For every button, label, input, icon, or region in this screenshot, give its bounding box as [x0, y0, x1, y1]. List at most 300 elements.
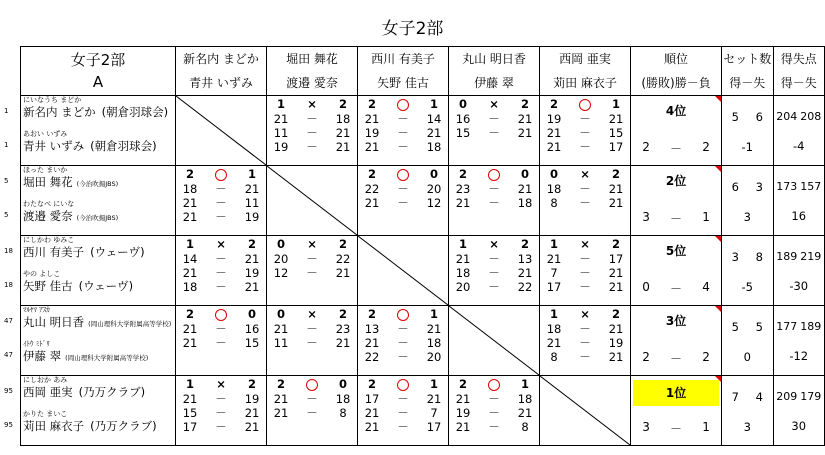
- dash: －: [215, 420, 227, 434]
- rank-label: 1位: [633, 380, 719, 406]
- game-points-for: 21: [273, 322, 289, 336]
- game-score: [358, 182, 448, 196]
- sets-won: 1: [186, 377, 195, 391]
- game-points-against: 16: [244, 322, 260, 336]
- player-furigana: かりた まいこ: [23, 410, 68, 418]
- comment-marker-icon: [715, 166, 721, 172]
- sets-cell: [722, 376, 773, 446]
- game-points-against: 19: [244, 266, 260, 280]
- match-result: [358, 96, 448, 112]
- sets-against: 8: [755, 250, 763, 264]
- sets-won: 2: [459, 167, 468, 181]
- game-score: [176, 280, 266, 294]
- game-points-for: 21: [273, 112, 289, 126]
- win-circle-icon: [204, 306, 238, 322]
- dash: －: [397, 336, 409, 350]
- game-score: [449, 392, 539, 406]
- game-score: [176, 392, 266, 406]
- dash: －: [488, 392, 500, 406]
- player-name: 青井 いずみ: [23, 139, 85, 153]
- loss-cross-icon: ×: [580, 237, 590, 251]
- diagonal-line: [358, 236, 448, 305]
- header-points-sub: 得－失: [780, 76, 817, 90]
- match-cell: [540, 166, 631, 236]
- sets-won: 0: [277, 307, 286, 321]
- self-match-cell: [358, 236, 449, 306]
- sets-totals: [722, 250, 772, 264]
- match-result: [358, 306, 448, 322]
- match-result: [267, 236, 357, 252]
- rank-label: 2位: [665, 174, 687, 188]
- game-points-against: 13: [517, 252, 533, 266]
- game-score: [358, 196, 448, 210]
- sets-won: 2: [368, 167, 377, 181]
- game-points-against: 22: [335, 252, 351, 266]
- sets-for: 7: [731, 390, 739, 404]
- dash: －: [215, 252, 227, 266]
- player-furigana: わたなべ にいな: [23, 200, 75, 208]
- dash: －: [579, 350, 591, 364]
- self-match-cell: [176, 96, 267, 166]
- game-score: [358, 420, 448, 434]
- win-circle-icon: [386, 166, 420, 182]
- corner-cell: [21, 47, 176, 96]
- game-score: [449, 280, 539, 294]
- win-loss: [631, 280, 721, 297]
- game-score: [267, 266, 357, 280]
- dash: －: [215, 406, 227, 420]
- dash: －: [397, 126, 409, 140]
- match-result: [176, 376, 266, 392]
- match-cell: [176, 166, 267, 236]
- points-for: 209: [776, 390, 798, 403]
- loss-cross-icon: ×: [489, 237, 499, 251]
- dash: －: [306, 266, 318, 280]
- player-club: (今治吹揚JBS): [76, 180, 119, 188]
- losses: 1: [702, 210, 710, 224]
- game-points-for: 21: [364, 112, 380, 126]
- points-against: 219: [800, 250, 822, 263]
- points-diff: 30: [791, 419, 807, 433]
- game-points-for: 7: [550, 266, 558, 280]
- dash: －: [488, 196, 500, 210]
- game-points-against: 21: [608, 196, 624, 210]
- sets-won: 2: [277, 377, 286, 391]
- game-score: [267, 322, 357, 336]
- player-club: (ウェーヴ): [78, 279, 134, 293]
- points-cell: [773, 376, 825, 446]
- game-score: [449, 420, 539, 434]
- header-player-1: 西川 有美子: [371, 52, 435, 66]
- player-name: 苅田 麻衣子: [23, 419, 85, 433]
- rank-label: 4位: [665, 104, 687, 118]
- game-points-against: 21: [517, 266, 533, 280]
- points-diff: -30: [789, 279, 809, 293]
- player-furigana: ｲﾄｳ ﾐﾄﾞﾘ: [23, 340, 50, 348]
- player-name: 伊藤 翠: [23, 349, 62, 363]
- seed-number: 47: [4, 351, 13, 359]
- player-name: 矢野 佳古: [23, 279, 73, 293]
- game-points-against: 22: [517, 280, 533, 294]
- game-points-against: 14: [426, 112, 442, 126]
- pair-cell: [21, 236, 176, 306]
- sets-diff: 3: [743, 210, 751, 224]
- game-score: [540, 350, 630, 364]
- dash: －: [397, 406, 409, 420]
- game-points-for: 20: [273, 252, 289, 266]
- header-player-1: 西岡 亜実: [559, 52, 611, 66]
- game-score: [358, 406, 448, 420]
- game-points-for: 21: [455, 252, 471, 266]
- player-name: 堀田 舞花: [23, 175, 73, 189]
- game-points-for: 21: [546, 252, 562, 266]
- points-cell: [773, 96, 825, 166]
- match-result: [267, 96, 357, 112]
- match-cell: [267, 236, 358, 306]
- self-match-cell: [449, 306, 540, 376]
- player-row: [21, 96, 825, 166]
- game-points-for: 21: [546, 126, 562, 140]
- sets-won: 1: [186, 237, 195, 251]
- game-points-for: 16: [455, 112, 471, 126]
- sets-cell: [722, 96, 773, 166]
- header-player-1: 新名内 まどか: [183, 52, 259, 66]
- player-row: [21, 306, 825, 376]
- game-points-for: 21: [182, 266, 198, 280]
- game-score: [176, 322, 266, 336]
- points-totals: [774, 390, 825, 403]
- game-score: [176, 266, 266, 280]
- dash: －: [488, 112, 500, 126]
- points-totals: [774, 250, 825, 263]
- dash: －: [579, 336, 591, 350]
- dash: －: [215, 196, 227, 210]
- header-pair: [267, 47, 358, 96]
- game-points-for: 21: [182, 196, 198, 210]
- header-pair: [540, 47, 631, 96]
- diagonal-line: [540, 376, 630, 445]
- match-cell: [358, 306, 449, 376]
- game-points-against: 21: [426, 322, 442, 336]
- game-score: [540, 196, 630, 210]
- match-cell: [176, 236, 267, 306]
- header-player-2: 伊藤 翠: [474, 76, 514, 90]
- game-score: [540, 266, 630, 280]
- game-points-for: 8: [550, 350, 558, 364]
- win-circle-icon: [477, 376, 511, 392]
- sets-won: 1: [277, 97, 286, 111]
- sets-lost: 2: [521, 237, 530, 251]
- dash: －: [670, 352, 683, 366]
- rank-cell: [631, 236, 722, 306]
- league-table: [20, 46, 825, 446]
- player-club: (朝倉羽球会): [101, 105, 169, 119]
- dash: －: [670, 422, 683, 436]
- match-cell: [358, 96, 449, 166]
- game-points-for: 21: [182, 336, 198, 350]
- dash: －: [579, 112, 591, 126]
- match-cell: [267, 306, 358, 376]
- diagonal-line: [267, 166, 357, 235]
- sets-lost: 1: [430, 97, 439, 111]
- points-totals: [774, 320, 825, 333]
- sets-won: 1: [550, 237, 559, 251]
- game-score: [267, 126, 357, 140]
- dash: －: [397, 350, 409, 364]
- game-points-for: 21: [546, 140, 562, 154]
- game-points-for: 19: [546, 112, 562, 126]
- rank-cell: [631, 376, 722, 446]
- sets-diff: -1: [741, 140, 753, 154]
- game-points-for: 15: [182, 406, 198, 420]
- header-sets: [722, 47, 773, 96]
- points-diff: -12: [789, 349, 809, 363]
- game-points-against: 18: [426, 336, 442, 350]
- points-for: 177: [776, 320, 798, 333]
- pair-cell: [21, 376, 176, 446]
- seed-number: 18: [4, 247, 13, 255]
- player-name: 渡邉 愛奈: [23, 209, 73, 223]
- game-points-for: 21: [182, 392, 198, 406]
- player-furigana: にいなうち まどか: [23, 96, 82, 104]
- dash: －: [397, 322, 409, 336]
- game-score: [358, 126, 448, 140]
- dash: －: [306, 336, 318, 350]
- player-furigana: やの よしこ: [23, 270, 61, 278]
- game-points-against: 8: [339, 406, 347, 420]
- points-against: 179: [800, 390, 822, 403]
- game-points-for: 21: [273, 406, 289, 420]
- sets-lost: 2: [248, 377, 257, 391]
- game-points-against: 21: [244, 252, 260, 266]
- win-loss: [631, 420, 721, 437]
- pair-cell: [21, 306, 176, 376]
- sets-won: 1: [459, 237, 468, 251]
- dash: －: [670, 142, 683, 156]
- game-points-against: 21: [244, 420, 260, 434]
- sets-totals: [722, 390, 772, 404]
- game-points-against: 8: [521, 420, 529, 434]
- game-points-for: 17: [182, 420, 198, 434]
- game-score: [449, 252, 539, 266]
- sets-lost: 2: [339, 237, 348, 251]
- player-row: [21, 236, 825, 306]
- dash: －: [306, 406, 318, 420]
- game-score: [267, 112, 357, 126]
- player-furigana: にしおか あみ: [23, 376, 68, 384]
- game-score: [358, 392, 448, 406]
- sets-won: 0: [550, 167, 559, 181]
- match-result: [176, 236, 266, 252]
- header-player-2: 青井 いずみ: [189, 76, 253, 90]
- dash: －: [397, 196, 409, 210]
- game-points-for: 21: [364, 336, 380, 350]
- game-points-against: 18: [335, 392, 351, 406]
- game-points-for: 20: [455, 280, 471, 294]
- match-cell: [449, 166, 540, 236]
- match-result: [449, 166, 539, 182]
- match-cell: [176, 306, 267, 376]
- sets-totals: [722, 320, 772, 334]
- game-points-for: 21: [364, 140, 380, 154]
- game-score: [267, 392, 357, 406]
- dash: －: [306, 322, 318, 336]
- sets-for: 5: [731, 320, 739, 334]
- sets-lost: 1: [521, 377, 530, 391]
- header-player-1: 丸山 明日香: [462, 52, 526, 66]
- game-points-for: 19: [273, 140, 289, 154]
- sets-lost: 2: [612, 237, 621, 251]
- sets-lost: 0: [248, 307, 257, 321]
- sets-cell: [722, 306, 773, 376]
- wins: 0: [642, 280, 650, 294]
- game-score: [449, 196, 539, 210]
- game-score: [267, 140, 357, 154]
- pair-cell: [21, 166, 176, 236]
- game-points-for: 18: [182, 280, 198, 294]
- rank-label: 3位: [665, 314, 687, 328]
- header-player-2: 苅田 麻衣子: [553, 76, 617, 90]
- game-points-against: 21: [608, 280, 624, 294]
- header-player-2: 矢野 佳古: [377, 76, 429, 90]
- game-score: [176, 210, 266, 224]
- dash: －: [670, 282, 683, 296]
- points-cell: [773, 166, 825, 236]
- dash: －: [397, 392, 409, 406]
- game-points-against: 12: [426, 196, 442, 210]
- game-points-for: 18: [455, 266, 471, 280]
- game-points-against: 15: [608, 126, 624, 140]
- win-circle-icon: [386, 96, 420, 112]
- dash: －: [488, 126, 500, 140]
- player-furigana: にしかわ ゆみこ: [23, 236, 75, 244]
- points-cell: [773, 306, 825, 376]
- game-points-against: 21: [517, 406, 533, 420]
- game-points-against: 21: [335, 266, 351, 280]
- player-name: 西川 有美子: [23, 245, 85, 259]
- dash: －: [579, 280, 591, 294]
- sets-won: 2: [368, 97, 377, 111]
- game-points-against: 21: [244, 182, 260, 196]
- sets-lost: 2: [612, 167, 621, 181]
- game-points-for: 17: [546, 280, 562, 294]
- losses: 2: [702, 350, 710, 364]
- game-points-against: 19: [244, 392, 260, 406]
- player-club: (今治吹揚JBS): [76, 214, 119, 222]
- game-points-against: 18: [426, 140, 442, 154]
- header-pair: [176, 47, 267, 96]
- game-points-against: 21: [426, 126, 442, 140]
- match-result: [540, 96, 630, 112]
- game-points-against: 21: [608, 266, 624, 280]
- game-points-for: 18: [546, 322, 562, 336]
- sets-won: 1: [550, 307, 559, 321]
- sets-for: 6: [731, 180, 739, 194]
- player-entry: [21, 314, 175, 332]
- player-furigana: あおい いずみ: [23, 130, 68, 138]
- comment-marker-icon: [715, 96, 721, 102]
- dash: －: [215, 280, 227, 294]
- seed-number: 5: [4, 177, 9, 185]
- dash: －: [579, 126, 591, 140]
- game-points-against: 11: [244, 196, 260, 210]
- sets-won: 0: [459, 97, 468, 111]
- game-points-for: 8: [550, 196, 558, 210]
- win-loss: [631, 140, 721, 157]
- loss-cross-icon: ×: [580, 167, 590, 181]
- seed-number: 1: [4, 141, 9, 149]
- seed-number: 1: [4, 107, 9, 115]
- game-score: [358, 350, 448, 364]
- game-points-against: 19: [244, 210, 260, 224]
- game-points-against: 21: [517, 126, 533, 140]
- dash: －: [579, 322, 591, 336]
- win-loss: [631, 210, 721, 227]
- wins: 3: [642, 420, 650, 434]
- sets-against: 5: [755, 320, 763, 334]
- game-points-against: 20: [426, 350, 442, 364]
- player-name: 西岡 亜実: [23, 385, 73, 399]
- rank-cell: [631, 166, 722, 236]
- dash: －: [397, 182, 409, 196]
- sets-won: 2: [368, 307, 377, 321]
- points-against: 208: [800, 110, 822, 123]
- match-cell: [449, 376, 540, 446]
- dash: －: [488, 406, 500, 420]
- dash: －: [306, 126, 318, 140]
- match-cell: [540, 236, 631, 306]
- group-letter: A: [92, 73, 104, 91]
- header-player-2: 渡邉 愛奈: [286, 76, 338, 90]
- player-furigana: ﾏﾙﾔﾏ ｱｽｶ: [23, 306, 50, 314]
- game-score: [449, 406, 539, 420]
- game-points-for: 11: [273, 336, 289, 350]
- sets-diff: 3: [743, 420, 751, 434]
- diagonal-line: [176, 96, 266, 165]
- header-points-title: 得失点: [780, 52, 817, 66]
- self-match-cell: [540, 376, 631, 446]
- game-score: [176, 182, 266, 196]
- game-points-for: 21: [182, 210, 198, 224]
- player-club: (岡山理科大学附属高等学校): [65, 354, 149, 362]
- page-title: 女子2部: [381, 19, 444, 39]
- player-row: [21, 376, 825, 446]
- match-cell: [267, 376, 358, 446]
- game-points-for: 22: [364, 350, 380, 364]
- header-sets-title: セット数: [723, 52, 772, 66]
- game-points-for: 23: [455, 182, 471, 196]
- points-diff: -4: [793, 139, 805, 153]
- game-score: [176, 196, 266, 210]
- sets-for: 3: [731, 250, 739, 264]
- header-row: [21, 47, 825, 96]
- sets-lost: 1: [430, 377, 439, 391]
- match-result: [358, 376, 448, 392]
- header-sets-sub: 得－失: [729, 76, 766, 90]
- rank-cell: [631, 306, 722, 376]
- dash: －: [397, 420, 409, 434]
- game-points-for: 18: [182, 182, 198, 196]
- dash: －: [579, 196, 591, 210]
- points-against: 189: [800, 320, 822, 333]
- sets-lost: 0: [430, 167, 439, 181]
- sets-diff: -5: [741, 280, 753, 294]
- match-result: [267, 306, 357, 322]
- losses: 2: [702, 140, 710, 154]
- points-diff: 16: [791, 209, 807, 223]
- loss-cross-icon: ×: [307, 97, 317, 111]
- match-cell: [540, 306, 631, 376]
